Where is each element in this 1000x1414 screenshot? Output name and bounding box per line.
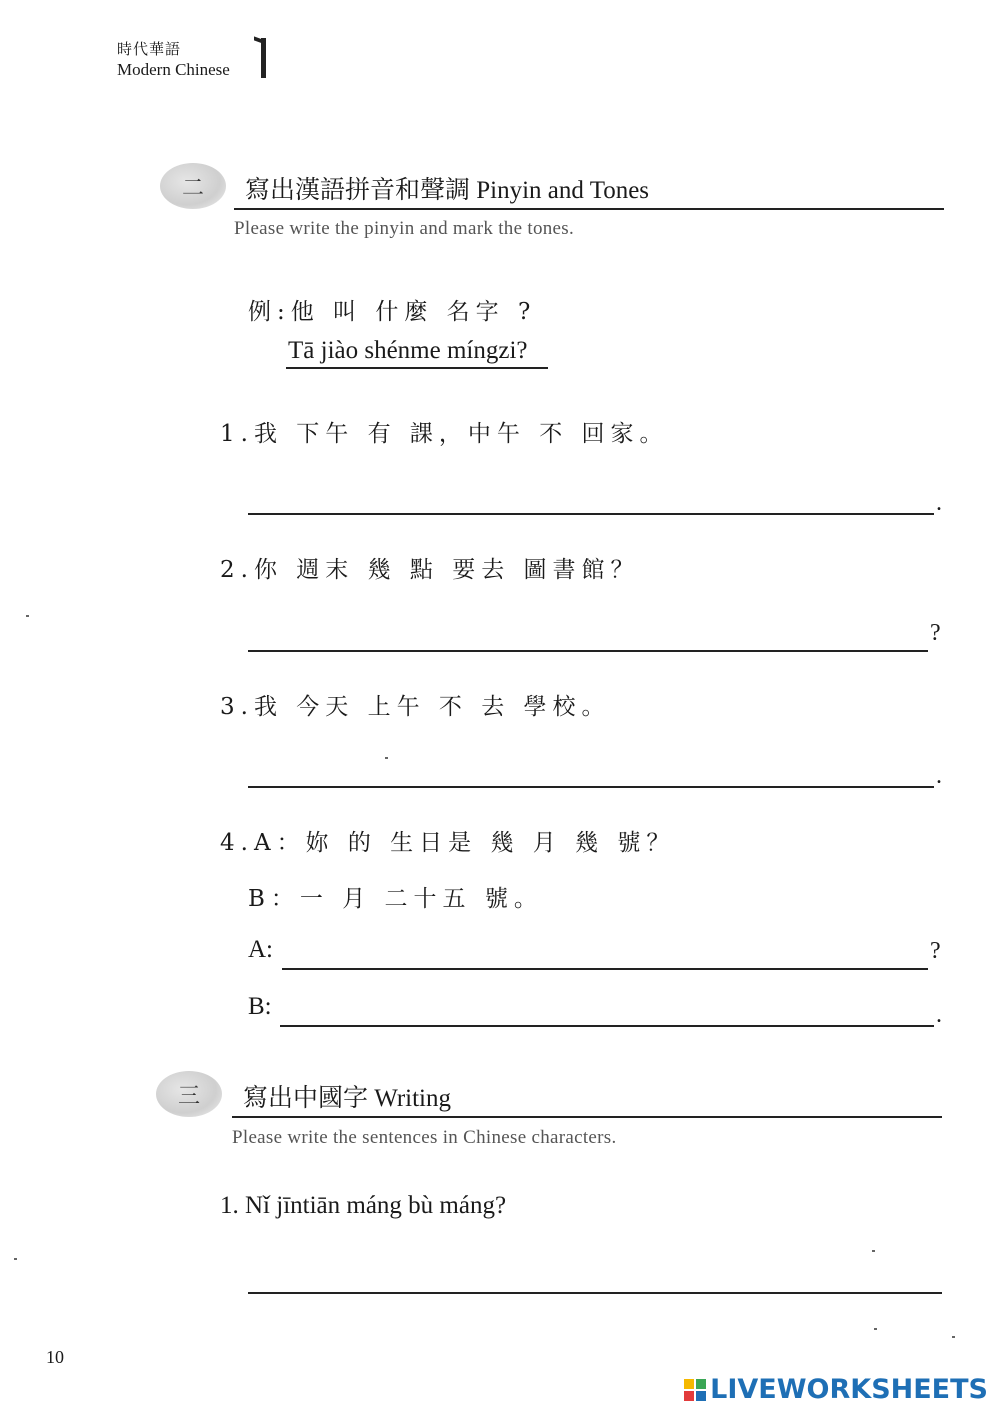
section2-rule: [234, 208, 944, 210]
writing-answer-line-1[interactable]: [248, 1292, 942, 1294]
question-number: 2.: [220, 557, 254, 583]
answer-line-1[interactable]: [248, 513, 934, 515]
answer-4a-label: A:: [248, 936, 273, 963]
scan-speck: [26, 615, 29, 617]
volume-number: [253, 36, 259, 76]
question-number: 1.: [220, 421, 254, 447]
writing-question-1: [220, 1192, 506, 1220]
question-text: 我 今天 上午 不 去 學校。: [253, 694, 611, 720]
example-chinese: 他 叫 什麼 名字 ?: [290, 299, 537, 325]
section3-subtitle: Please write the sentences in Chinese characters.: [232, 1127, 617, 1148]
question-text: Nǐ jīntiān máng bù máng?: [245, 1192, 507, 1219]
question-1: [220, 415, 669, 448]
question-text: 我 下午 有 課，中午 不 回家。: [253, 421, 669, 447]
header-title-en: Modern Chinese: [117, 60, 230, 79]
example-underline: [286, 367, 548, 369]
section3-badge: 三: [156, 1071, 222, 1117]
page-number: 10: [46, 1347, 64, 1367]
scan-speck: [872, 1250, 875, 1252]
logo-square: [684, 1379, 694, 1389]
scan-speck: [952, 1336, 955, 1338]
logo-square: [684, 1391, 694, 1401]
logo-square: [696, 1379, 706, 1389]
section2-badge: 二: [160, 163, 226, 209]
logo-square: [696, 1391, 706, 1401]
answer-line-4a[interactable]: [282, 968, 928, 970]
question-4: [220, 824, 675, 857]
example-pinyin: Tā jiào shénme míngzi?: [288, 337, 528, 364]
example-label: 例:: [248, 299, 291, 325]
example-row: [248, 293, 536, 326]
answer-1-punct: .: [936, 490, 942, 516]
section2-title: 寫出漢語拼音和聲調 Pinyin and Tones: [245, 177, 650, 204]
section2-subtitle: Please write the pinyin and mark the tones.: [234, 218, 575, 239]
question-3: [220, 688, 611, 721]
scan-speck: [14, 1258, 17, 1260]
answer-4a-punct: ?: [930, 938, 941, 964]
scan-speck: [874, 1328, 877, 1330]
scan-speck: [385, 757, 388, 759]
question-number: 4.: [220, 830, 254, 856]
section3-title: 寫出中國字 Writing: [243, 1085, 452, 1112]
answer-4b-label: B:: [248, 993, 272, 1020]
header-title-zh: 時代華語: [117, 40, 182, 58]
liveworksheets-logo[interactable]: [684, 1374, 988, 1405]
question-text: 你 週末 幾 點 要去 圖書館？: [253, 557, 640, 583]
question-4-line-b: B：一 月 二十五 號。: [248, 886, 543, 912]
answer-2-punct: ?: [930, 620, 941, 646]
answer-line-2[interactable]: [248, 650, 928, 652]
question-4-line-a: A：妳 的 生日是 幾 月 幾 號？: [253, 830, 676, 856]
answer-line-3[interactable]: [248, 786, 934, 788]
answer-line-4b[interactable]: [280, 1025, 934, 1027]
logo-icon: [684, 1379, 706, 1401]
logo-text: LIVEWORKSHEETS: [710, 1374, 988, 1405]
section3-rule: [232, 1116, 942, 1118]
question-2: [220, 551, 640, 584]
answer-4b-punct: .: [936, 1002, 942, 1028]
question-number: 1.: [220, 1192, 239, 1219]
question-number: 3.: [220, 694, 254, 720]
answer-3-punct: .: [936, 763, 942, 789]
